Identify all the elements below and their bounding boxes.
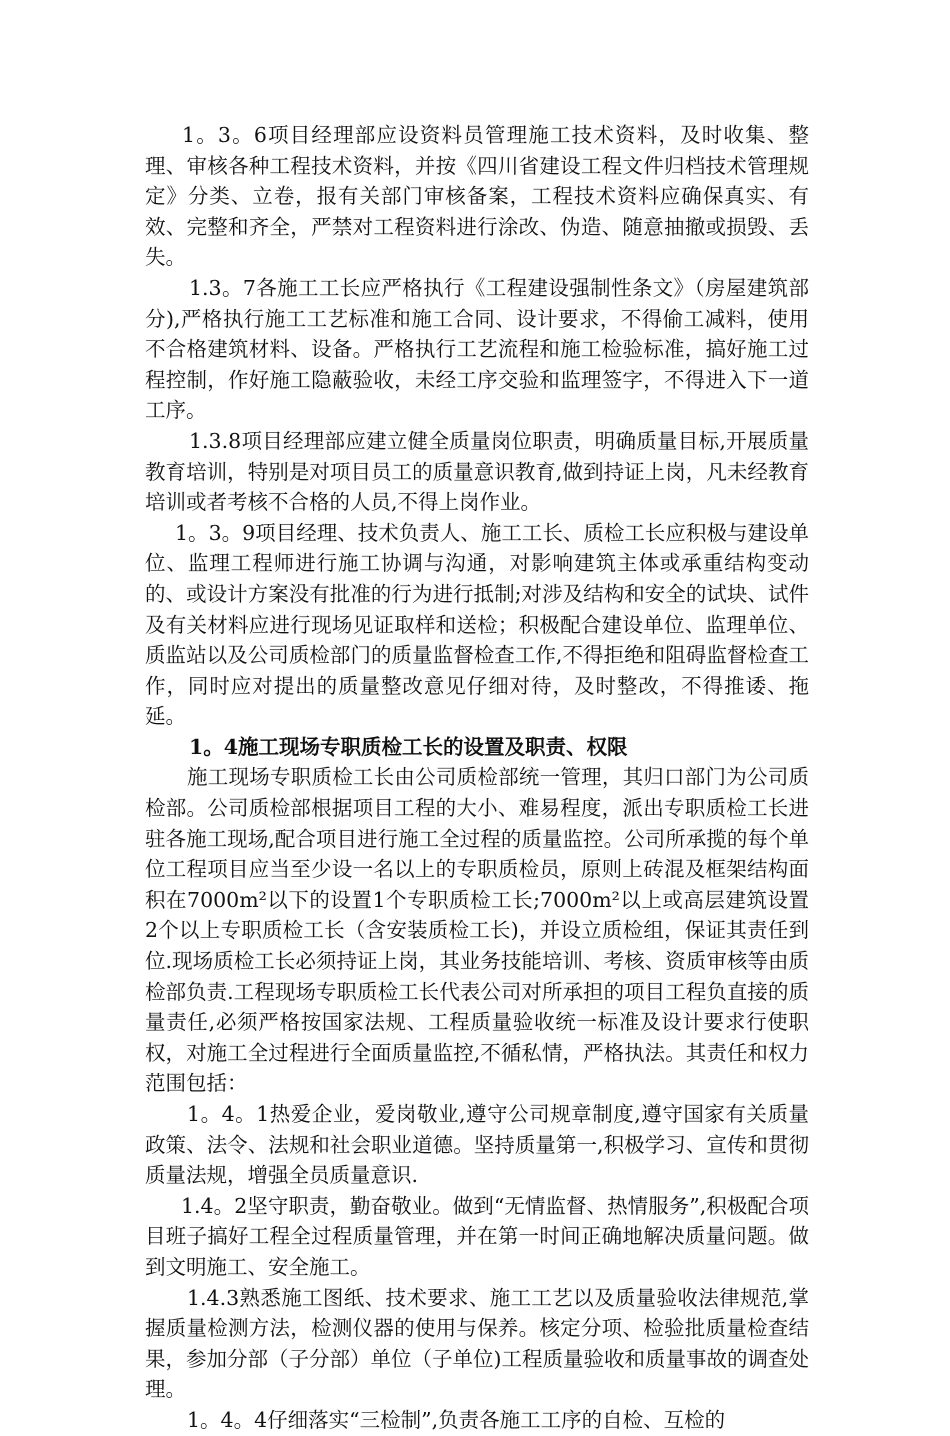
paragraph-1-4-2: 1.4。2坚守职责，勤奋敬业。做到“无情监督、热情服务”,积极配合项目班子搞好工程全过程质量管理，并在第一时间正确地解决质量问题。做到文明施工、安全施工。 bbox=[145, 1193, 809, 1279]
section-heading-1-4: 1。4施工现场专职质检工长的设置及职责、权限 bbox=[189, 734, 628, 759]
paragraph-1-4-1: 1。4。1热爱企业，爱岗敬业,遵守公司规章制度,遵守国家有关质量政策、法令、法规和社会职业道德。坚持质量第一,积极学习、宣传和贯彻质量法规，增强全员质量意识. bbox=[145, 1102, 809, 1188]
paragraph-1-3-9: 1。3。9项目经理、技术负责人、施工工长、质检工长应积极与建设单位、监理工程师进行施工协调与沟通，对影响建筑主体或承重结构变动的、或设计方案没有批准的行为进行抵制;对涉及结构和安全的试块、试件及有关材料应进行现场见证取样和送检；积极配合建设单位、监理单位、质监站以及公司质检部门的质量监督检查工作,不得拒绝和阻碍监督检查工作，同时应对提出的质量整改意见仔细对待，及时整改，不得推诿、拖延。 bbox=[145, 520, 809, 729]
paragraph-1-4-3: 1.4.3熟悉施工图纸、技术要求、施工工艺以及质量验收法律规范,掌握质量检测方法，检测仪器的使用与保养。核定分项、检验批质量检查结果，参加分部（子分部）单位（子单位)工程质量验收和质量事故的调查处理。 bbox=[145, 1285, 809, 1402]
paragraph-1-4-intro: 施工现场专职质检工长由公司质检部统一管理，其归口部门为公司质检部。公司质检部根据项目工程的大小、难易程度，派出专职质检工长进驻各施工现场,配合项目进行施工全过程的质量监控。公司所承揽的每个单位工程项目应当至少设一名以上的专职质检员，原则上砖混及框架结构面积在7000m²以下的设置1个专职质检工长;7000m²以上或高层建筑设置2个以上专职质检工长（含安装质检工长)，并设立质检组，保证其责任到位.现场质检工长必须持证上岗，其业务技能培训、考核、资质审核等由质检部负责.工程现场专职质检工长代表公司对所承担的项目工程负直接的质量责任,必须严格按国家法规、工程质量验收统一标准及设计要求行使职权，对施工全过程进行全面质量监控,不循私情，严格执法。其责任和权力范围包括： bbox=[145, 765, 809, 1096]
paragraph-1-3-8: 1.3.8项目经理部应建立健全质量岗位职责，明确质量目标,开展质量教育培训，特别是对项目员工的质量意识教育,做到持证上岗，凡未经教育培训或者考核不合格的人员,不得上岗作业。 bbox=[145, 428, 809, 515]
paragraph-1-4-4: 1。4。4仔细落实“三检制”,负责各施工工序的自检、互检的 bbox=[187, 1407, 726, 1432]
paragraph-1-3-6: 1。3。6项目经理部应设资料员管理施工技术资料，及时收集、整理、审核各种工程技术资料，并按《四川省建设工程文件归档技术管理规定》分类、立卷，报有关部门审核备案，工程技术资料应确保真实、有效、完整和齐全，严禁对工程资料进行涂改、伪造、随意抽撤或损毁、丢失。 bbox=[145, 123, 809, 270]
document-body bbox=[145, 120, 809, 1436]
paragraph-1-3-7: 1.3。7各施工工长应严格执行《工程建设强制性条文》（房屋建筑部分),严格执行施工工艺标准和施工合同、设计要求，不得偷工减料，使用不合格建筑材料、设备。严格执行工艺流程和施工检验标准，搞好施工过程控制，作好施工隐蔽验收，未经工序交验和监理签字，不得进入下一道工序。 bbox=[145, 275, 809, 423]
